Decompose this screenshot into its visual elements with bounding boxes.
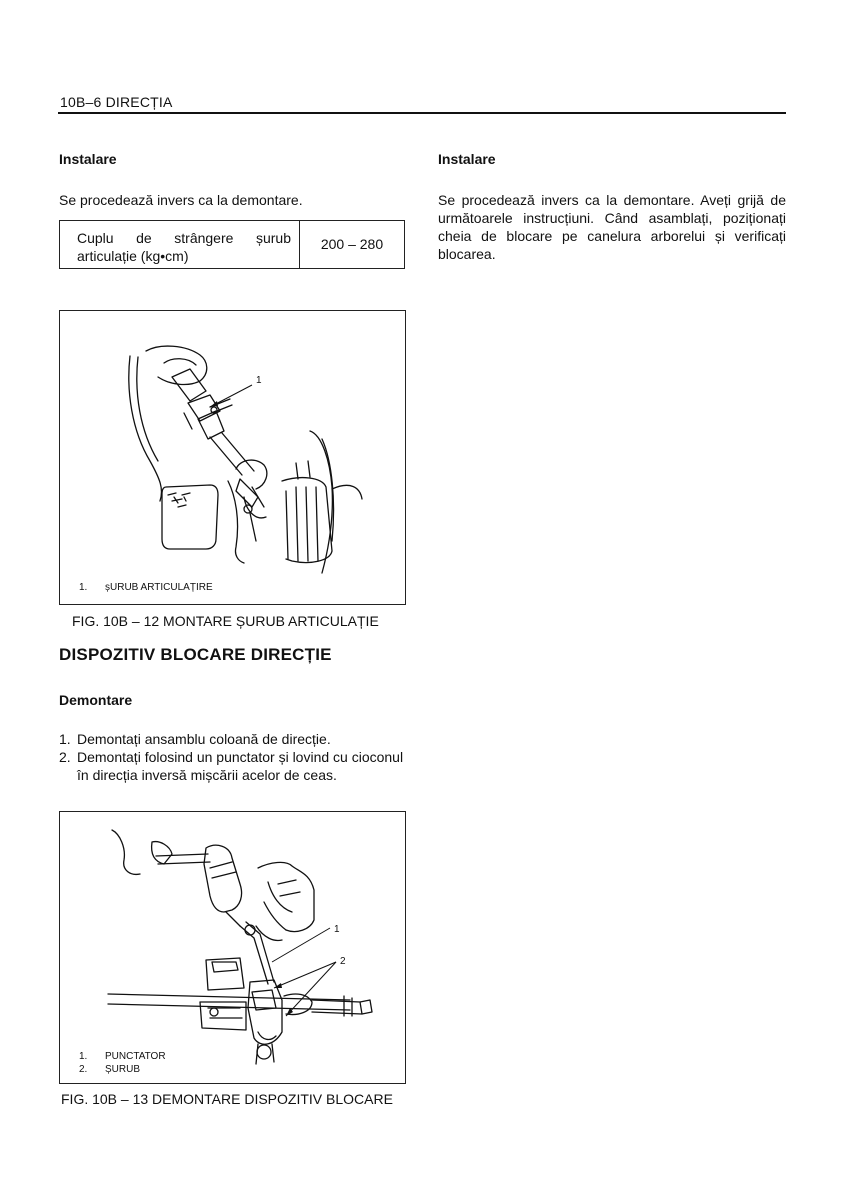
- figure-10b-13: [59, 811, 406, 1084]
- install-text-right: Se procedează invers ca la demontare. Aveți grijă de următoarele instrucțiuni. Când asamblați, poziționați cheia de blocare pe canelura arborelui și verificați blocarea.: [438, 192, 786, 262]
- install-heading-left: Instalare: [59, 151, 117, 167]
- torque-value-cell: 200 – 280: [320, 236, 384, 252]
- fig13-legend-num-2: 2.: [79, 1064, 88, 1075]
- demontare-steps: [59, 730, 409, 784]
- header-rule: [58, 112, 786, 114]
- step-text: Demontați ansamblu coloană de direcție.: [77, 731, 331, 747]
- list-item: [59, 730, 409, 748]
- fig13-legend-text-2: ȘURUB: [105, 1064, 141, 1075]
- fig12-legend-text: șURUB ARTICULAȚIRE: [105, 582, 213, 593]
- torque-label-line1: Cuplu de strângere șurub: [77, 230, 291, 246]
- list-item: [59, 748, 409, 784]
- fig12-legend-num: 1.: [79, 582, 88, 593]
- fig12-callout-1: 1: [256, 375, 262, 386]
- torque-label-line2: articulație (kg•cm): [77, 248, 189, 264]
- demontare-heading: Demontare: [59, 692, 133, 708]
- lock-removal-illustration: [60, 812, 405, 1083]
- step-text: Demontați folosind un punctator și lovind cu cioconul în direcția inversă mișcării acelor de ceas.: [77, 749, 404, 783]
- install-heading-right: Instalare: [438, 151, 496, 167]
- fig13-callout-1: 1: [334, 924, 340, 935]
- fig13-legend-num-1: 1.: [79, 1051, 88, 1062]
- fig12-caption: FIG. 10B – 12 MONTARE ȘURUB ARTICULAȚIE: [72, 613, 379, 629]
- section-heading: DISPOZITIV BLOCARE DIRECȚIE: [59, 645, 332, 664]
- fig13-callout-2: 2: [340, 956, 346, 967]
- step-number: 2.: [59, 749, 71, 765]
- steering-joint-illustration: [60, 311, 405, 604]
- install-text-left: Se procedează invers ca la demontare.: [59, 192, 303, 208]
- fig13-legend-text-1: PUNCTATOR: [105, 1051, 166, 1062]
- torque-table: [59, 220, 405, 269]
- fig13-caption: FIG. 10B – 13 DEMONTARE DISPOZITIV BLOCARE: [61, 1091, 393, 1107]
- torque-label-cell: [60, 221, 300, 268]
- step-number: 1.: [59, 731, 71, 747]
- page-header: 10B–6 DIRECȚIA: [60, 94, 173, 110]
- figure-10b-12: [59, 310, 406, 605]
